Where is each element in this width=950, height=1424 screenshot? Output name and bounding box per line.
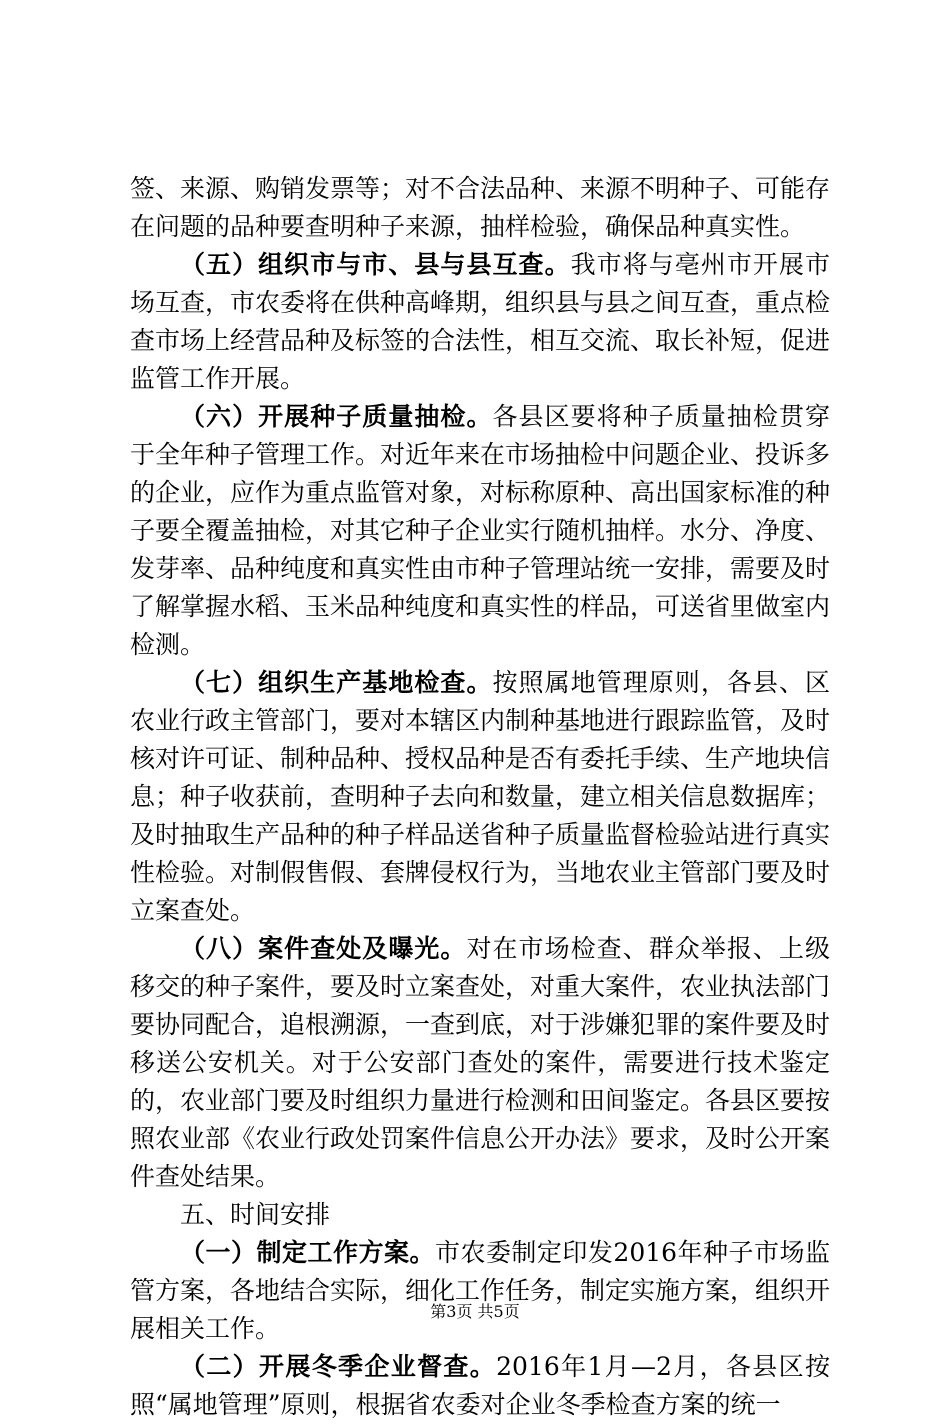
paragraph-text: 2016年1月—2月，各县区按照“属地管理”原则，根据省农委对企业冬季检查方案的统一 bbox=[130, 1352, 830, 1419]
paragraph-text: 对在市场检查、群众举报、上级移交的种子案件，要及时立案查处，对重大案件，农业执法部门要协同配合，追根溯源，一查到底，对于涉嫌犯罪的案件要及时移送公安机关。对于公安部门查处的案件，需要进行技术鉴定的，农业部门要及时组织力量进行检测和田间鉴定。各县区要按照农业部《农业行政处罚案件信息公开办法》要求，及时公开案件查处结果。 bbox=[130, 934, 831, 1191]
paragraph-text: 各县区要将种子质量抽检贯穿于全年种子管理工作。对近年来在市场抽检中问题企业、投诉多的企业，应作为重点监管对象，对标称原种、高出国家标准的种子要全覆盖抽检，对其它种子企业实行随机抽样。水分、净度、发芽率、品种纯度和真实性由市种子管理站统一安排，需要及时了解掌握水稻、玉米品种纯度和真实性的样品，可送省里做室内检测。 bbox=[130, 402, 831, 659]
paragraph-section-6 bbox=[130, 398, 830, 664]
paragraph-text: 签、来源、购销发票等；对不合法品种、来源不明种子、可能存在问题的品种要查明种子来源，抽样检验，确保品种真实性。 bbox=[130, 174, 831, 241]
paragraph-text: 我市将与亳州市开展市场互查，市农委将在供种高峰期，组织县与县之间互查，重点检查市场上经营品种及标签的合法性，相互交流、取长补短，促进监管工作开展。 bbox=[130, 250, 831, 393]
paragraph-continued bbox=[130, 170, 830, 246]
paragraph-text: 按照属地管理原则，各县、区农业行政主管部门，要对本辖区内制种基地进行跟踪监管，及时核对许可证、制种品种、授权品种是否有委托手续、生产地块信息；种子收获前，查明种子去向和数量，建立相关信息数据库；及时抽取生产品种的种子样品送省种子质量监督检验站进行真实性检验。对制假售假、套牌侵权行为，当地农业主管部门要及时立案查处。 bbox=[130, 668, 831, 925]
paragraph-heading: （六）开展种子质量抽检。 bbox=[180, 402, 493, 431]
section-heading-schedule bbox=[130, 1196, 830, 1234]
paragraph-heading: （七）组织生产基地检查。 bbox=[180, 668, 493, 697]
paragraph-heading: （五）组织市与市、县与县互查。 bbox=[180, 250, 571, 279]
paragraph-schedule-2 bbox=[130, 1348, 830, 1424]
paragraph-section-8 bbox=[130, 930, 830, 1196]
paragraph-section-5 bbox=[130, 246, 830, 398]
paragraph-heading: （二）开展冬季企业督查。 bbox=[180, 1352, 497, 1381]
page-number: 第3页 共5页 bbox=[430, 1302, 520, 1321]
paragraph-text: 市农委制定印发2016年种子市场监管方案，各地结合实际，细化工作任务，制定实施方案，组织开展相关工作。 bbox=[130, 1238, 831, 1343]
section-heading-text: 五、时间安排 bbox=[180, 1200, 331, 1229]
paragraph-heading: （一）制定工作方案。 bbox=[180, 1238, 435, 1267]
document-body bbox=[130, 170, 830, 1424]
page-footer bbox=[0, 1299, 950, 1322]
paragraph-schedule-1 bbox=[130, 1234, 830, 1348]
paragraph-heading: （八）案件查处及曝光。 bbox=[180, 934, 467, 963]
paragraph-section-7 bbox=[130, 664, 830, 930]
